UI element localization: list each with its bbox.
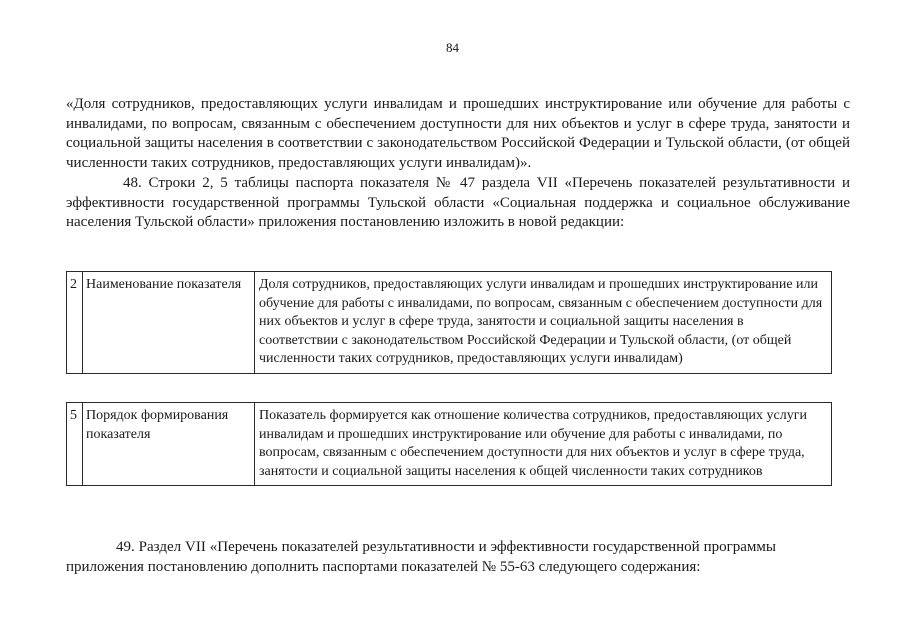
row-number-cell: 2	[67, 272, 83, 374]
row-name-cell: Порядок формирования показателя	[83, 403, 255, 486]
amendment-48-paragraph: 48. Строки 2, 5 таблицы паспорта показателя № 47 раздела VII «Перечень показателей результативности и эффективности государственной программы Тульской области «Социальная поддержка и социальное обслуживание населения Тульской области» приложения постановлению изложить в новой редакции:	[66, 175, 850, 230]
amendment-49-paragraph: 49. Раздел VII «Перечень показателей результативности и эффективности государственной программы приложения постановлению дополнить паспортами показателей № 55-63 следующего содержания:	[66, 539, 776, 575]
row-value-cell: Доля сотрудников, предоставляющих услуги инвалидам и прошедших инструктирование или обучение для работы с инвалидами, по вопросам, связанным с обеспечением доступности для них объектов и услуг в сфере труда, занятости и социальной защиты населения в соответствии с законодательством Российской Федерации и Тульской области, (от общей численности таких сотрудников, предоставляющих услуги инвалидам)	[255, 272, 832, 374]
indicator-row-2-table	[66, 271, 832, 374]
row-number-cell: 5	[67, 403, 83, 486]
table-row	[67, 272, 832, 374]
row-value-cell: Показатель формируется как отношение количества сотрудников, предоставляющих услуги инвалидам и прошедших инструктирование или обучение для работы с инвалидами, по вопросам, связанным с обеспечением доступности для них объектов и услуг в сфере труда, занятости и социальной защиты населения к общей численности таких сотрудников	[255, 403, 832, 486]
page-number: 84	[446, 40, 459, 55]
quoted-indicator-paragraph: «Доля сотрудников, предоставляющих услуги инвалидам и прошедших инструктирование или обучение для работы с инвалидами, по вопросам, связанным с обеспечением доступности для них объектов и услуг в сфере труда, занятости и социальной защиты населения в соответствии с законодательством Российской Федерации и Тульской области, (от общей численности таких сотрудников, предоставляющих услуги инвалидам)».	[66, 96, 850, 171]
indicator-row-5-table	[66, 402, 832, 486]
table-row	[67, 403, 832, 486]
row-name-cell: Наименование показателя	[83, 272, 255, 374]
